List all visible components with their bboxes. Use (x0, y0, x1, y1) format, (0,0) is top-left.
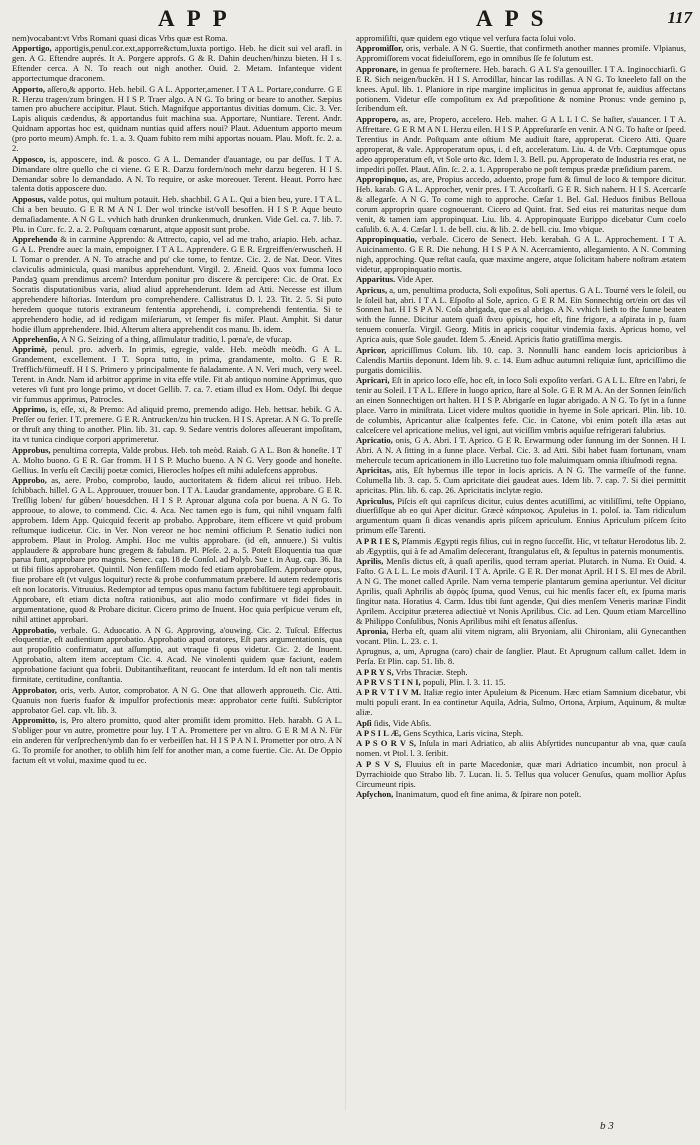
dictionary-entry (356, 235, 686, 275)
entry-text: verbale. G. Aduocatio. A N G. Approving, a'ouwing. Cic. 2. Tuſcul. Effectus eloquentiæ, eſt audientium approbatio. Approbatio apud oratores, Eſt pars argumentationis, qua aut propoſitio confirmatur, aut aſſumptio, aut vtraque fi opus videtur. Cic. 2. de Inuent. Approbatio, altem item acceptum Cic. 4. Acad. Ne vinolenti quidem quæ faciunt, eadem approbatione faciunt qua fobrii. Dubitantihæfitant, reuocant fe interdum. Id eſt non tali mentis firmitate, certitudine, conſtantia. (12, 624, 342, 685)
dictionary-entry (356, 760, 686, 790)
entry-headword: Apprehenſio, (12, 333, 60, 344)
entry-text: populi, Plin. l. 3. 11. 15. (422, 677, 506, 688)
entry-headword: Apparitus. (356, 274, 396, 285)
entry-text: Vrbs Thraciæ. Steph. (395, 666, 468, 677)
entry-headword: A P R Y S, (356, 666, 394, 677)
dictionary-entry (356, 346, 686, 376)
page-number: 117 (667, 8, 692, 27)
entry-text: ſidis, Vide Abſis. (373, 717, 432, 728)
entry-text: is, Pro altero promitto, quod alter promiſit idem promitto. Heb. harabh. G A L. S'obliger pour vn autre, promettre pour luy. I T A. Promettere per vn altro. G E R M A N. Für ein anderen für verſprechen/ymb dan fo er verbeiſſen hat. H I S P A N I. Prometter por otro. A N G. To promiſe for another, to obliſh him ſelf for another man, a come fuertie. Cic. At. De Oppio factum eſt vt volui, maxime quod tu ec. (12, 714, 342, 765)
dictionary-entry (12, 195, 342, 235)
entry-text: Inſula in mari Adriatico, ab aliis Abſyrtides nuncupantur ab vna, quæ cauſa nomen. vt Ptol. l. 3. ſeribit. (356, 738, 686, 759)
entry-text: aſſero,& apporto. Heb. hebil. G A L. Apporter,amener. I T A L. Portare,condurre. G E R. Herzu tragen/zum bringen. H I S P. Traer algo. A N G. To bring or beare to another. Sæpius tamen pro abuchere accipitur. Plaut. Stich. Magnifque apportantus divitias domum. Cic. 3. Ver. Lapis aliquis cædendus, & apportandus fuit machina sua. Apportare, Nuntiare. Terent. Andr. Quidnam apportas hoc est, quidnam nuntias quid affers noui? Plaut. Aduentum apporto meum (pro porto meum) Amph. fc. 1. a. 3. Quam fubito rem mihi apportas nouam. Plau. Moft. fc. 2. a. 2. (12, 83, 342, 154)
left-column (12, 34, 342, 1124)
entry-headword: Apprimo, (12, 404, 48, 415)
dictionary-entry (356, 647, 686, 667)
entry-headword: Apricari, (356, 374, 390, 385)
entry-text: verbale. Cicero de Senect. Heb. kerabah. G A L. Approchement. I T A. Auicinamento. G E R. Die nehung. H I S P A N. Acercamiento, allegamiento. A N. Comming nigh, approching. Quæ reſtat cauſa, quæ maxime angere, atque ſolicitam habere noſtram ætatem videtur, appropinquatio mortis. (356, 234, 686, 274)
dictionary-entry (12, 85, 342, 155)
dictionary-entry (12, 155, 342, 195)
entry-headword: Appropero, (356, 113, 399, 124)
entry-headword: A P R V S T I N I, (356, 677, 421, 688)
entry-text: oris, verb. Autor, comprobator. A N G. One that allowerh approueth. Cic. Atti. Quanuis non fueris fuafor & impulfor profectionis meæ: approbator certe fuiſti. Subſcriptor approbator Gel. cap. vlt. lib. 3. (12, 684, 342, 715)
dictionary-entry (12, 476, 342, 625)
entry-text: appromiſiſti, quæ quidem ego vtique vel verſura facta ſolui volo. (356, 34, 576, 43)
entry-text: as, are, Propero, accelero. Heb. maher. G A L L I C. Se haſter, s'auancer. I T A. Affrettare. G E R M A N I. Herzu eilen. H I S P. Appreſurarſe en venir. A N G. To haſte or ſpeed. Terentius in Andr. Poſtquam ante oſtium Me audiuit ſtare, approperat. Cicero Atti. Quare approperat, & vale. Approperatum opus, i. d eſt, acceleratum. Liu. 4. de Vrb. Cœptumque opus adeo approperatum eſt, vt Sole orto &c. Idem l. 3. Bell. pu. Approperato de Industria res erat, ne impediri poſſet. Plaut. Aſin. ſc. 2. a. 1. Approperabo ne poſt tempus prædæ præſidium parem. (356, 113, 686, 174)
entry-text: Inanimatum, quod eſt fine anima, & ſpirare non poteſt. (395, 788, 582, 799)
entry-text: Pſammis Ægypti regis filius, cui in regno ſucceſſit. Hic, vt teſtatur Herodotus lib. 2. ab Ægyptiis, qui à fe ad Amaſim deſecerant, ſtrangulatus eſt, & ſepultus in paternis monumentis. (356, 535, 686, 556)
dictionary-entry (12, 686, 342, 716)
dictionary-entry (356, 44, 686, 64)
dictionary-entry (356, 537, 686, 557)
entry-headword: Apposus, (12, 193, 46, 204)
entry-headword: Apportigo, (12, 43, 52, 54)
entry-text: penultima correpta, Valde probus. Heb. toh meòd. Raiab. G A L. Bon & honeſte. I T A. Molto buono. G E R. Gar fromm. H I S P. Mucho bueno. A N G. Very goode and honeſte. Gellius. In verſu eſt Cæcilij poetæ comici, Hierocles hoſpes eſt mihi adulefcens approbus. (12, 444, 342, 475)
entry-headword: Apricatio, (356, 435, 393, 446)
entry-headword: Apriculus, (356, 495, 395, 506)
entry-headword: Appropinquo, (356, 173, 408, 184)
dictionary-entry (12, 44, 342, 84)
dictionary-entry (356, 497, 686, 537)
dictionary-entry (356, 65, 686, 115)
dictionary-entry (356, 739, 686, 759)
column-gutter (345, 40, 346, 1110)
entry-text: Fluuius eſt in parte Macedoniæ, quæ mari Adriatico incumbit, non procul à Dyrrachioide quo Strabo lib. 7. Lucan. li. 5. Tellus qua volucer Genuſus, quam mollior Apſus Circumeunt ripis. (356, 758, 686, 789)
entry-headword: Apposco, (12, 153, 46, 164)
entry-text: is, apposcere, ind. & posco. G A L. Demander d'auantage, ou par deſſus. I T A. Dimandare oltre quello che ci viene. G E R. Darzu fordern/noch mehr darzu begeren. H I S. Demandar sobre lo demandado. A N. To require, or aske moreouer. Terent. Heaut. Porro hæc talenta dotis apposcere duo. (12, 153, 342, 194)
dictionary-entry (356, 466, 686, 496)
entry-headword: Apprimè, (12, 344, 47, 355)
entry-headword: Apporto, (12, 83, 46, 94)
dictionary-entry (12, 716, 342, 766)
entry-headword: Apprehendo (12, 234, 58, 245)
entry-text: Eſt in aprico loco eſſe, hoc eſt, in loco Soli expoſito verſari. G A L L. Eſtre en l'abri, ſe tenir au Soleil. I T A L. Eſſere in luogo aprico, ſtare al Sole. G E R M A. An der Sonnen ſein/ſich an einen Sonnechtigen ort halten. H I S P. Abrigarſe en lugar abrigado. A N G. To ſyt in a ſunne place. Varro in miniſtrata. Licet videre multos quotidie in hyeme in Sole apricari. Plin. lib. 10. de columbis, Apricantur aliæ ſcalpentes fefe. Cic. in Catone, vbi enim poteſt illa ætas aut calceſcere vel apricatione melius, vel igni, aut viciſſim vmbris aquiſue refrigerari falubrius. (356, 374, 686, 435)
dictionary-entry (356, 115, 686, 175)
dictionary-entry (356, 436, 686, 466)
entry-text: & in carmine Apprendo: & Attrecto, capio, vel ad me traho, ariapio. Heb. achaz. G A L. Prendre auec la main, empoigner. I T A L. Apprendere. G E R. Ergreiffen/erwuscheñ. H I. Tomar o prender. A N. To atrache and pu' cke tome, to fentze. Cic. 2. de Nat. Deor. Vites claviculis adminicula, quasi manibus apprehendunt. Virgil. 2. Æneid. Quos vox fumma loco Pandaꝫ quam prendimus arcem? Interdum ponitur pro discere & percipere: Cic. de Orat. Ex Socratis disputationibus varia, aliud aliud apprehenderunt. Idem ad Atti. Necesse est illum apprehendere hiſtorias. Interdum pro comprehendere. Callistratus D. l. 23. Tit. 2. 5. Si puto heredem quoque tutoris extraneum fententia apprehendi, i. comprehendi fententia. Si te apprehendero hodie, ad id redigam miſeriarum, vt ſemper fis miſer. Plaut. Amphit. Si datur hodie illum apprehendere. Ibid. Alterum altera apprehendit cos manu. Ib. idem. (12, 234, 342, 334)
dictionary-entry (12, 235, 342, 335)
entry-headword: A P R I E S, (356, 535, 400, 546)
entry-headword: Aprilis, (356, 556, 384, 567)
entry-text: oris, verbale. A N G. Suertie, that confirmeth another mannes promiſe. Vlpianus, Appromiſſorem vocat fideiuſſorem, ego in omnibus ſſe fe ſolutum est. (356, 43, 686, 64)
entry-headword: Approbator, (12, 684, 57, 695)
entry-headword: A P S V S, (356, 758, 402, 769)
entry-headword: Approbo, (12, 474, 47, 485)
entry-text: Herba eſt, quam alii vitem nigram, alii Bryoniam, alii Chironiam, alii Gynecanthen vocant. Plin. L. 23. c. 1. (356, 626, 686, 647)
left-guide-word: APP (158, 6, 239, 31)
entry-text: Italiæ regio inter Apuleium & Picenum. Hæc etiam Samnium dicebatur, vbi multi populi erant. In ea continetur Aquila, Adria, Sulmo, Ortona, Arpium, Aquinum, & multæ aliæ. (356, 687, 686, 718)
entry-headword: Appromiſſor, (356, 43, 404, 54)
entry-headword: A P S I L Æ, (356, 727, 402, 738)
entry-text: apriciſſimus Colum. lib. 10. cap. 3. Nonnulli hanc eandem locis apricioribus à Calendis Martiis deponunt. Idem lib. 9. c. 14. Eum adhuc autumni reliquiæ ſunt, apriciſſimo die purgatis domiciliis. (356, 344, 686, 375)
entry-text: atis, Eſt hybernus ille tepor in locis apricis. A N G. The varmeſſe of the funne. Columella lib. 3. cap. 5. Cum apricitate diei gaudeat aues. Idem lib. 7. cap. 7. Si diei permittit apricitas. Plin. lib. 6. cap. 26. Apricitatis inclytæ regio. (356, 465, 686, 496)
running-header (0, 6, 700, 36)
entry-headword: Appropinquatio, (356, 234, 417, 245)
dictionary-entry (12, 405, 342, 445)
dictionary-entry (356, 376, 686, 436)
dictionary-entry (356, 286, 686, 346)
entry-text: Aprugnus, a, um, Aprugna (caro) chair de ſanglier. Plaut. Et Aprugnum callum callet. Idem in Perſa. Et Plin. cap. 51. lib. 8. (356, 646, 686, 667)
entry-text: Vide Aper. (397, 274, 434, 285)
entry-headword: Approbatio, (12, 624, 57, 635)
dictionary-entry (356, 688, 686, 718)
entry-text: Piſcis eſt qui capriſcus dicitur, cuius dentes acutiſſimi, ac vitiliſſimi, teſte Oppiano, diuerſiſſque ab eo qui Aper dicitur. Græcè κάπρισκος. Apuleius in 1. poloſ. ia. Tam ridiculum argumentum quam ſi dicas venandis apris piſcem apriculum. Ennius Apriculum piſcem ſcito primum eſſe Tarenti. (356, 495, 686, 536)
signature-mark: b 3 (600, 1120, 614, 1132)
entry-text: nem)vocabant:vt Vrbs Romani quasi dicas Vrbs quæ est Roma. (12, 34, 228, 43)
entry-text: in genua fe proſternere. Heb. barach. G A L S'a genouiller. I T A. Inginocchiarſi. G E R. Sich neigen/buckẽn. H I S. Arrodillar, hincar las rodillas. A N G. To kneeleto fall on the knees. Apul. lib. 1. Planiore in ripe margine implicitus in genua appronat fe, auidius affectans potionem. Videtur eſſe compoſitum ex Ad præpoſitione & nomine Pronus: vnde gemino p, ſcribendum eſt. (356, 63, 686, 114)
entry-text: A N G. Seizing of a thing, aſſimulatur traditio, l. pœna'e, de vfucap. (61, 333, 292, 344)
entry-headword: A P S O R V S, (356, 738, 416, 749)
entry-text: penul. pro. adverb. In primis, egregie, valde. Heb. meòdh meòdh. G A L. Grandement, excellement. I T. Sopra tutto, in prima, grandamente, molto. G E R. Trefflich/fürneuff. H I S. Primero y principalmente fe ñaladamente. A N. Veri much, very weel. Terent. in Andr. Nam id arbitror apprime in vita effe vtile. Fit ab antiquo nomine Apprimus, quo veteres vſi funt pro longe primo, vt docet Gellib. 7. ca. 7. etiam illud ex Hom. Odyſ. Ibi deque vir fummus apprimus, Patrocles. (12, 344, 342, 405)
entry-text: apportigis,penul.cor.ext,apporre&ctum,luxta portigo. Heb. he dicit sui vel arafl. in gen. A G. Eftendre auprés. It A. Porgere approfs. G & R. Dahin deuchen/hinzu bieten. H I s. Eftender cerca. A N. To reach out nigh another. Ouid. 2. Metam. Infanteque vident apportectumque draconem. (12, 43, 342, 84)
entry-headword: Apronia, (356, 626, 389, 637)
dictionary-entry (12, 626, 342, 686)
dictionary-entry (356, 627, 686, 647)
entry-text: valde potus, qui multum potauit. Heb. shachbil. G A L. Qui a bien beu, yure. I T A L. Chi a ben beuuto. G E R M A N I. Der wol trincke ist/voll besoffen. H I S P. Aque beuto demaſiadamente. A N G L. vvhich hath drunken drunkenmuch, drunken. Vide Gel. ca. 7. lib. 7. Plu. in Curc. fc. 2. a. 2. Poſtquam cœnarunt, atque apposit sunt probe. (12, 193, 342, 234)
dictionary-entry (12, 345, 342, 405)
entry-text: Menſis dictus eſt, à quaſi aperilis, quod terram aperiat. Plutarch. in Numa. Et Ouid. 4. Faſto. G A L L. Le mois d'Auril. I T A. Aprile. G E R. Der monat April. H I S. El mes de Abril. A N G. The monet called Aprile. Nam verna temperie plantarum gemina aperiuntur. Vel dicitur Aprilis, quaſi Aphrilis ab ἀφρὸς ſpuma, quod Venus, cui hic menſis facer eſt, ex ſpuma maris ſingitur nata. Horatius 4. Carm. Idus tibi ſunt agendæ, Qui dies menſem Veneris marinæ Findit Aprilem. Accipitur præterea adiectiuè vt Nonis Aprilibus. Cic. ad Len. Quum etiam Marcellino & Philippo Conſulibus, Nonis Aprilibus mihi eſt ſenatus aſſenſus. (356, 556, 686, 626)
right-column (356, 34, 686, 1124)
entry-text: as, are, Propius accedo, aduento, prope fum & ſimul de loco & tempore dicitur. Heb. karab. G A L. Approcher, venir pres. I T. Accoſtarſi. G E R. Sich nahern. H I S. Acercarſe & allegarſe. A N G. To come nigh to approche. Cæſar 1. Bel. Gal. Heduos finibus Belloua corum approprin quare cognouerant. Cicero ad Quint. frat. Sed eius rei maturitas neque dum venit, & tamen iam appropinquat. Liu. lib. 4. Appropinquate Eurippo dicebatur Cum coelo caſulib. 6. A. 4. Cæſar l. 1. de bell. ciu. & lib. 2. de bell. ciu. Imo vbique. (356, 173, 686, 234)
entry-headword: Apſi (356, 717, 372, 728)
entry-text: as, aere. Probo, comprobo, laudo, auctoritatem & fidem alicui rei tribuo. Heb. ſchibbach. hillel. G A L. Approuuer, trouuer bon. I T A. Laudar grandamente, approbare. G E R. Treſſlig loben/ fur gůben/ houesdchen. H I S P. Aprouar alguna coſa por buena. A N G. To approoue, to alowe, to commend. Cic. 4. Aca. Nec tamen ego is fum, qui nihil vnquam falfi approbem. Idem App. Quicquid fecerit ap probabo. Approbare, item efficere vt quid probum reſtumque iudicetur. Cic. in Ver. Non vereor ne hoc nemini officium P. Senatio iudici non approbem. Plaut in Prolog. Amphi. Hoc me vultis approbare. (id eſt, annuere.) Si vultis applaudere & approbare hunc gregem & fabulam. Pl. Pſeſe. 2. a. 5. Poteſt Eloquentia tua quæ parua funt, approbare pro magnis. Senec. cap. 18 de Conſol. ad Polyb. Sue t. in Aug. cap. 36. Ita ut fibi filios approbaret. Quintil. Non fenſiſſem modo fed etiam approbaſſem. Approbare opus, fiue probare eſt (vt vulgus loquitur) recte & probe confummatum præbere. Id autem redemptoris eſt non locatoris. Vitruuius. Redemptor ad tempus opus manu factum fubſtituere tegi approbauit. Approbare, eſt etiam dicta noſtra rationibus, aut alio modo confirmare vt fidei fides in argumentatione, quod & Probare dicitur. Cicero primo de Inuent. Hoc quia perſpicue verum eſt, nihil attinet approbari. (12, 474, 342, 625)
entry-headword: Appromitto, (12, 714, 58, 725)
right-guide-word: APS (476, 6, 556, 31)
entry-headword: Apricitas, (356, 465, 392, 476)
dictionary-entry (356, 175, 686, 235)
entry-headword: Appronare, (356, 63, 399, 74)
dictionary-entry (12, 446, 342, 476)
entry-headword: A P R V T I V M. (356, 687, 422, 698)
entry-text: is, eſſe, xi, & Premo: Ad aliquid premo, premendo adigo. Heb. hettsar. hebik. G A. Preſſer ou ferier. I T. premere. G E R. Antrucken/zu hin trucken. H I S. Apretar. A N G. To preſſe or thruſt any thing to another. Plin. lib. 31. cap. 9. Sedare ventris dolores aſſeuerant impoſitam, ita vt tunica cindique corpori apprimeretur. (12, 404, 342, 445)
entry-text: Gens Scythica, Laris vicina, Steph. (403, 727, 524, 738)
dictionary-entry (356, 790, 686, 800)
entry-headword: Apricor, (356, 344, 387, 355)
dictionary-entry (356, 557, 686, 627)
entry-text: a, um, penultima producta, Soli expoſitus, Soli apertus. G A L. Tourné vers le ſoleil, ou le ſoleil bat, abri. I T A L. Eſpoſto al Sole, aprico. G E R M. Ein Sonnechtig ort/ein ort das vil Sonnen hat. H I S P A N. Coſa abrigada, que es al abrigo. A N. vvhich lieth to the ſunne beaten with the ſunne. Dicitur autem quaſi ἄνευ φρίκης, hoc eſt, fine frigore, a aſpirata in p, ſuam tenuem conuerſa. Virgil. Georg. Mitis in apricis coquitur vindemia faxis. Apricus homo, vel Aprica auis, quæ Sole gaudet. Idem 5. Æneid. Apricis ſtatio gratiſſima mergis. (356, 284, 686, 345)
entry-headword: Apſychon, (356, 788, 394, 799)
entry-headword: Apricus, (356, 284, 388, 295)
entry-text: onis, G A. Abri. I T. Aprico. G E R. Erwarmung oder ſunnung im der Sonnen. H I. Abri. A N. A ſitting in a ſunne place. Verbal. Cic. 3. ad Atti. Sibi habet fuam fortunam, vnam meherculɛ tecum apricationem in illo Lucretino tuo fole maluimquam omnia iſtiuſmodi regna. (356, 435, 686, 465)
entry-headword: Approbus, (12, 444, 51, 455)
